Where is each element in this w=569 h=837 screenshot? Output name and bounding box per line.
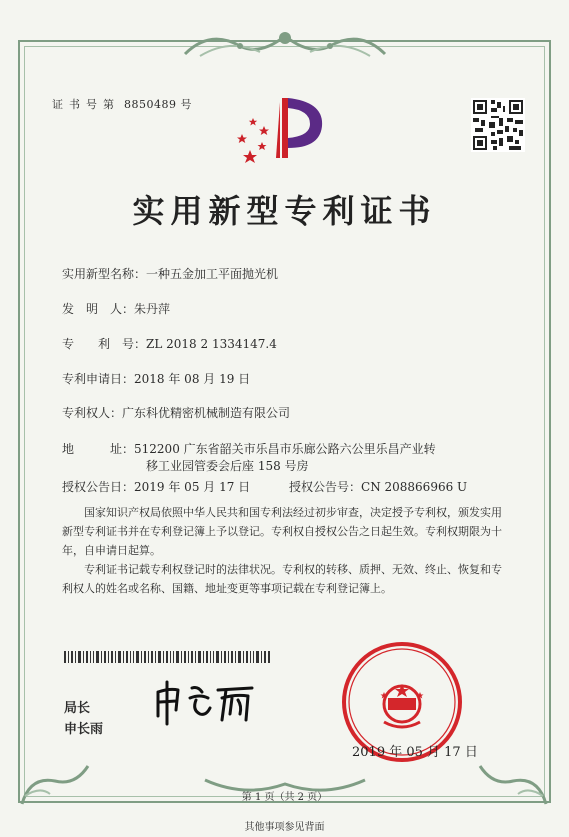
text-line: 年，自申请日起算。 [62, 544, 161, 557]
text-line: 专利证书记载专利权登记时的法律状况。专利权的转移、质押、无效、终止、恢复和专 [84, 563, 502, 576]
grant-announce-date: 2019 年 05 月 17 日 [134, 480, 251, 494]
field-label: 授权公告日： [62, 480, 135, 494]
qr-code [471, 98, 525, 152]
patent-number-row [62, 335, 277, 352]
grant-announce-number: CN 208866966 U [361, 480, 468, 494]
text-line: 新型专利证书并在专利登记簿上予以登记。专利权自授权公告之日起生效。专利权期限为十 [62, 525, 502, 538]
address-row [62, 440, 436, 457]
address-row-2 [146, 457, 309, 474]
utility-model-name-row [62, 265, 278, 282]
field-label: 实用新型名称： [62, 267, 147, 281]
text-line: 利权人的姓名或名称、国籍、地址变更等事项记载在专利登记簿上。 [62, 582, 392, 595]
field-label: 专利权人： [62, 406, 123, 420]
field-label: 专利申请日： [62, 372, 135, 386]
grant-date-row [62, 478, 250, 495]
grant-number-row [289, 478, 467, 495]
inventor-name: 朱丹萍 [134, 302, 171, 316]
patentee-name: 广东科优精密机械制造有限公司 [122, 406, 291, 420]
handwritten-signature [152, 676, 267, 726]
text-line: 国家知识产权局依照中华人民共和国专利法经过初步审查，决定授予专利权，颁发实用 [84, 506, 502, 519]
cnipa-logo-icon [236, 92, 328, 164]
footer-note: 其他事项参见背面 [244, 822, 325, 833]
inventor-row [62, 300, 170, 317]
filing-date-row [62, 370, 250, 387]
seal-date: 2019 年 05 月 17 日 [352, 745, 478, 760]
patent-number: ZL 2018 2 1334147.4 [146, 337, 277, 351]
legal-status-statement [62, 560, 510, 598]
director-name: 申长雨 [64, 722, 104, 737]
field-label: 专 利 号： [62, 337, 147, 351]
page-indicator: 第 1 页（共 2 页） [241, 792, 328, 803]
certificate-title: 实用新型专利证书 [132, 192, 437, 230]
field-label: 发 明 人： [62, 302, 135, 316]
barcode [64, 651, 270, 663]
field-label: 地 址： [62, 442, 135, 456]
utility-model-name: 一种五金加工平面抛光机 [146, 267, 279, 281]
filing-date: 2018 年 08 月 19 日 [134, 372, 251, 386]
field-label: 授权公告号： [289, 480, 362, 494]
certificate-number: 证书号第 8850489 号 [52, 98, 192, 111]
address-line-1: 512200 广东省韶关市乐昌市乐廊公路六公里乐昌产业转 [134, 442, 436, 456]
patentee-row [62, 404, 290, 421]
director-title: 局长 [64, 701, 91, 716]
grant-statement [62, 503, 510, 560]
top-ornament [180, 24, 390, 64]
address-line-2: 移工业园管委会后座 158 号房 [146, 459, 309, 473]
